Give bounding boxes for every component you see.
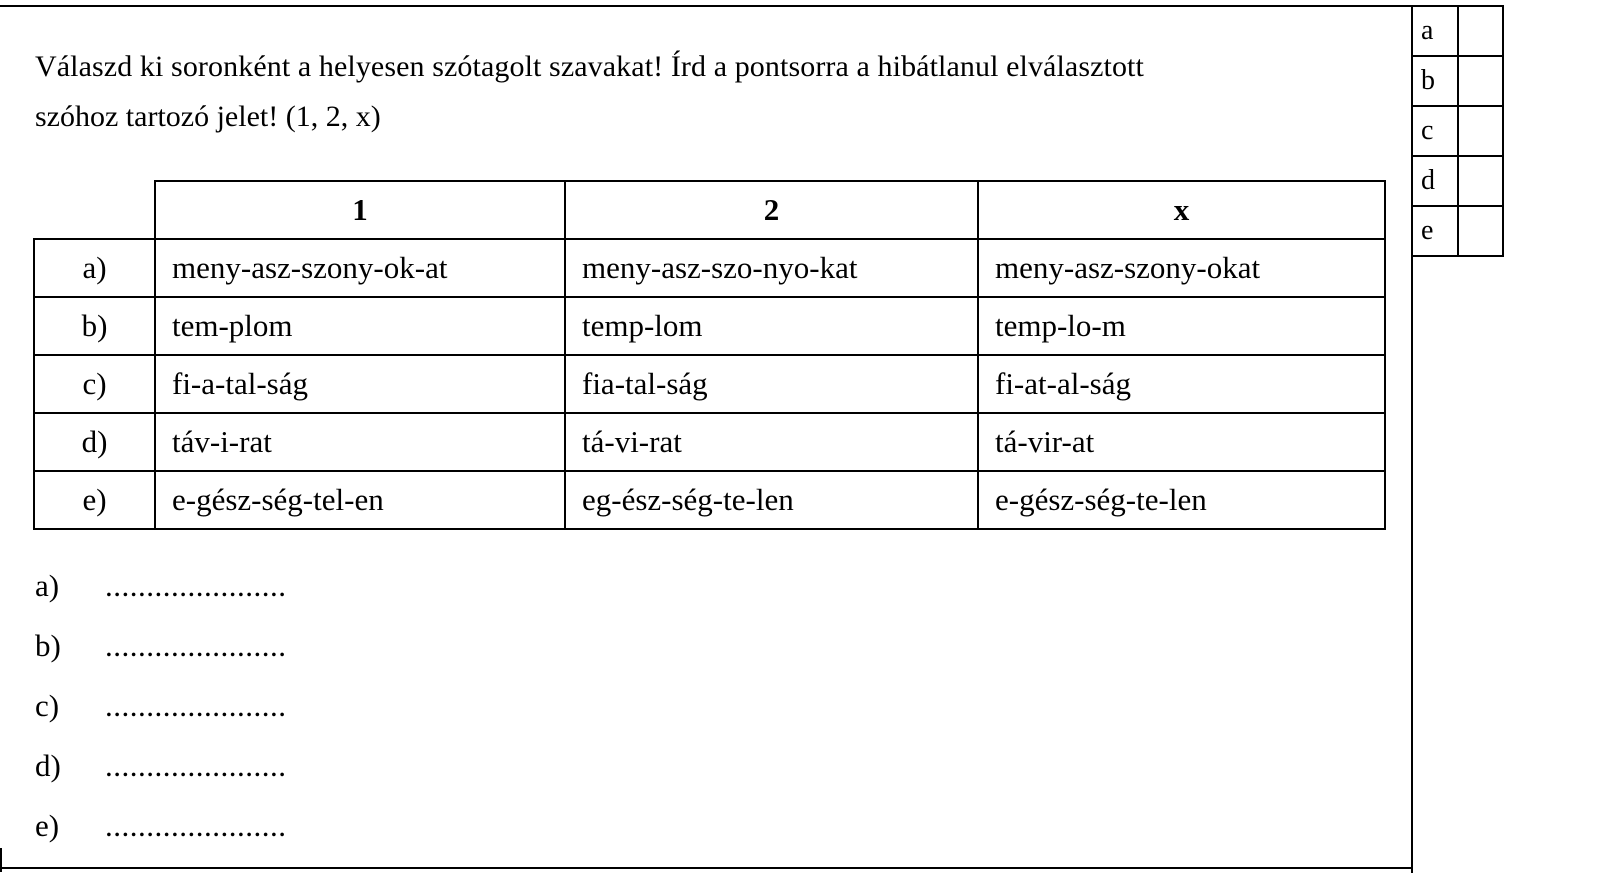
- score-letter: d: [1412, 156, 1458, 206]
- score-letter: a: [1412, 6, 1458, 56]
- column-header-1: 1: [155, 181, 565, 239]
- score-cell[interactable]: [1458, 106, 1503, 156]
- score-cell[interactable]: [1458, 6, 1503, 56]
- left-rule: [0, 848, 2, 872]
- answer-label: e): [35, 808, 60, 843]
- option-cell: fi-at-al-ság: [978, 355, 1385, 413]
- score-letter: e: [1412, 206, 1458, 256]
- score-row: [1412, 56, 1503, 106]
- bottom-rule: [0, 867, 1413, 869]
- option-cell: temp-lo-m: [978, 297, 1385, 355]
- option-cell: fi-a-tal-ság: [155, 355, 565, 413]
- answer-row-c: [35, 688, 287, 724]
- score-cell[interactable]: [1458, 206, 1503, 256]
- answer-row-e: [35, 808, 287, 844]
- table-row: [34, 239, 1385, 297]
- score-row: [1412, 156, 1503, 206]
- option-cell: eg-ész-ség-te-len: [565, 471, 978, 529]
- answer-label: a): [35, 568, 60, 603]
- score-cell[interactable]: [1458, 56, 1503, 106]
- option-cell: fia-tal-ság: [565, 355, 978, 413]
- table-row: [34, 355, 1385, 413]
- table-header-row: [34, 181, 1385, 239]
- option-cell: tá-vi-rat: [565, 413, 978, 471]
- option-cell: temp-lom: [565, 297, 978, 355]
- score-row: [1412, 206, 1503, 256]
- answer-row-b: [35, 628, 287, 664]
- option-cell: tá-vir-at: [978, 413, 1385, 471]
- table-row: [34, 297, 1385, 355]
- instructions-line-2: szóhoz tartozó jelet! (1, 2, x): [35, 100, 381, 133]
- option-cell: meny-asz-szony-okat: [978, 239, 1385, 297]
- score-cell[interactable]: [1458, 156, 1503, 206]
- answer-row-d: [35, 748, 287, 784]
- row-label: e): [34, 471, 155, 529]
- row-label: c): [34, 355, 155, 413]
- table-row: [34, 471, 1385, 529]
- score-letter: c: [1412, 106, 1458, 156]
- option-cell: e-gész-ség-te-len: [978, 471, 1385, 529]
- table-row: [34, 413, 1385, 471]
- row-label: d): [34, 413, 155, 471]
- row-label: a): [34, 239, 155, 297]
- score-letter: b: [1412, 56, 1458, 106]
- answer-label: d): [35, 748, 61, 783]
- answer-dotted-line[interactable]: ......................: [105, 748, 287, 783]
- answer-dotted-line[interactable]: ......................: [105, 808, 287, 843]
- answer-dotted-line[interactable]: ......................: [105, 688, 287, 723]
- column-header-2: 2: [565, 181, 978, 239]
- answer-row-a: [35, 568, 287, 604]
- syllabification-options-table: [33, 180, 1386, 530]
- option-cell: e-gész-ség-tel-en: [155, 471, 565, 529]
- option-cell: tem-plom: [155, 297, 565, 355]
- option-cell: meny-asz-szo-nyo-kat: [565, 239, 978, 297]
- answer-dotted-line[interactable]: ......................: [105, 568, 287, 603]
- option-cell: meny-asz-szony-ok-at: [155, 239, 565, 297]
- score-box: [1411, 5, 1504, 257]
- answer-label: b): [35, 628, 61, 663]
- row-label: b): [34, 297, 155, 355]
- table-corner: [34, 181, 155, 239]
- answer-label: c): [35, 688, 60, 723]
- column-header-x: x: [978, 181, 1385, 239]
- option-cell: táv-i-rat: [155, 413, 565, 471]
- instructions-line-1: Válaszd ki soronként a helyesen szótagolt szavakat! Írd a pontsorra a hibátlanul elválasztott: [35, 50, 1144, 83]
- score-row: [1412, 6, 1503, 56]
- score-row: [1412, 106, 1503, 156]
- answer-dotted-line[interactable]: ......................: [105, 628, 287, 663]
